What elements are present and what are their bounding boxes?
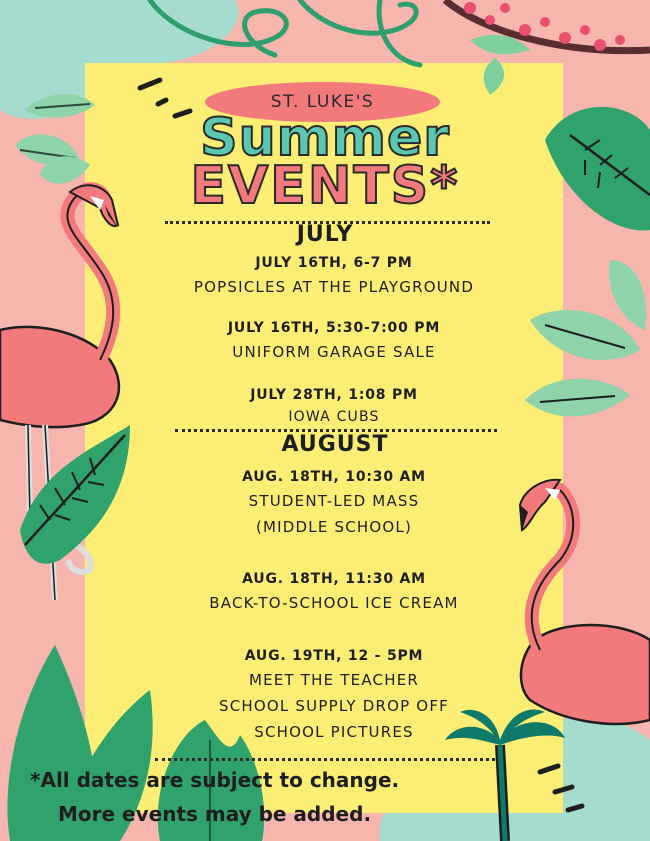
- berry-branch: [445, 0, 650, 95]
- event-item: [0, 568, 650, 616]
- section-heading-august: AUGUST: [281, 432, 389, 457]
- footnote-line-1: *All dates are subject to change.: [30, 768, 400, 792]
- divider-dotted: [155, 758, 495, 761]
- title-events: EVENTS*: [190, 156, 460, 216]
- event-item: [0, 384, 650, 428]
- event-item: [0, 317, 650, 365]
- event-date: AUG. 19TH, 12 - 5PM: [244, 648, 424, 664]
- section-heading-july: JULY: [296, 222, 354, 247]
- event-date: AUG. 18TH, 11:30 AM: [242, 571, 426, 587]
- event-description: IOWA CUBS: [288, 409, 380, 425]
- event-description: STUDENT-LED MASS: [248, 492, 420, 510]
- vine-decoration: [150, 0, 420, 65]
- event-date: AUG. 18TH, 10:30 AM: [242, 469, 426, 485]
- event-description: (MIDDLE SCHOOL): [255, 518, 413, 536]
- footnote-line-2: More events may be added.: [58, 802, 372, 826]
- event-description: MEET THE TEACHER: [248, 671, 419, 689]
- event-item: [0, 466, 650, 540]
- event-description: SCHOOL SUPPLY DROP OFF: [219, 697, 449, 715]
- event-description: POPSICLES AT THE PLAYGROUND: [193, 278, 475, 296]
- event-item: [0, 252, 650, 300]
- event-date: JULY 28TH, 1:08 PM: [250, 387, 418, 403]
- event-description: BACK-TO-SCHOOL ICE CREAM: [209, 594, 459, 612]
- title-summer: Summer: [200, 108, 450, 168]
- event-item: [0, 645, 650, 745]
- event-description: UNIFORM GARAGE SALE: [232, 343, 436, 361]
- event-date: JULY 16TH, 6-7 PM: [255, 255, 413, 271]
- event-date: JULY 16TH, 5:30-7:00 PM: [227, 320, 441, 336]
- event-description: SCHOOL PICTURES: [254, 723, 414, 741]
- org-name: ST. LUKE'S: [270, 92, 375, 112]
